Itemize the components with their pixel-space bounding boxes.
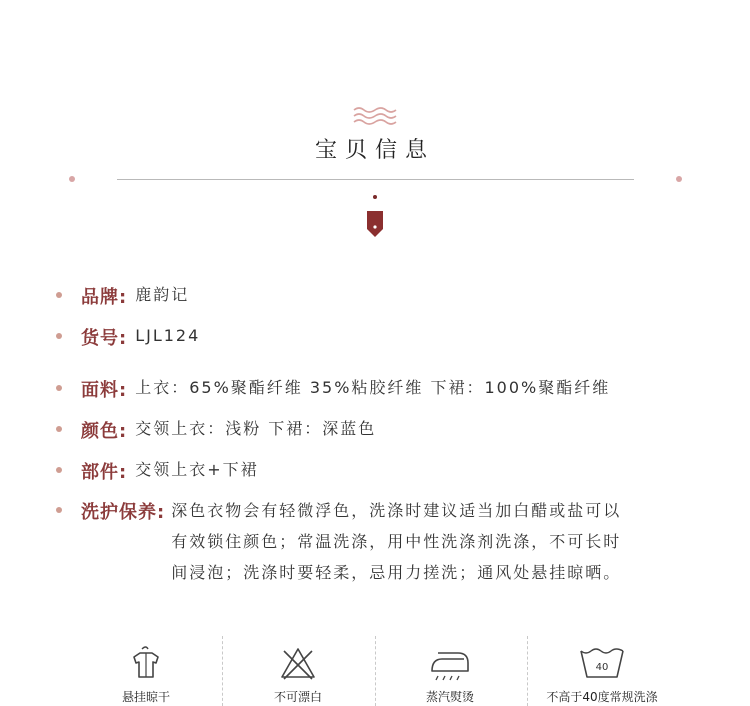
info-row-fabric bbox=[56, 376, 610, 402]
info-row-parts bbox=[56, 458, 259, 484]
wave-ornament-icon bbox=[353, 106, 397, 126]
care-icon-label: 悬挂晾干 bbox=[121, 690, 170, 704]
care-text bbox=[171, 495, 681, 588]
tag-ornament-icon bbox=[367, 211, 383, 237]
divider-line bbox=[117, 179, 634, 180]
care-icon-item bbox=[72, 636, 220, 706]
bullet-dot bbox=[56, 507, 62, 513]
divider-small-dot bbox=[373, 195, 377, 199]
care-icon-item bbox=[528, 636, 676, 706]
wash-temp-label: 40 bbox=[595, 662, 609, 673]
sku-value: LJL124 bbox=[135, 326, 201, 345]
brand-label: 品牌: bbox=[81, 287, 128, 308]
care-label: 洗护保养: bbox=[81, 502, 166, 523]
bullet-dot bbox=[56, 292, 62, 298]
section-title: 宝贝信息 bbox=[314, 138, 435, 163]
bullet-dot bbox=[56, 333, 62, 339]
info-row-brand bbox=[56, 283, 189, 309]
wash-40-icon bbox=[578, 643, 626, 683]
info-row-sku bbox=[56, 324, 200, 350]
care-icon-item bbox=[224, 636, 372, 706]
info-row-care bbox=[56, 498, 681, 588]
care-line: 间浸泡；洗涤时要轻柔，忌用力搓洗；通风处悬挂晾晒。 bbox=[171, 563, 622, 582]
care-icon-label: 不可漂白 bbox=[273, 690, 322, 704]
fabric-value: 上衣：65%聚酯纤维 35%粘胶纤维 下裙：100%聚酯纤维 bbox=[135, 378, 611, 397]
bullet-dot bbox=[56, 385, 62, 391]
divider-dot-right bbox=[676, 176, 682, 182]
color-label: 颜色: bbox=[81, 421, 128, 442]
parts-label: 部件: bbox=[81, 462, 128, 483]
fabric-label: 面料: bbox=[81, 380, 128, 401]
hanging-dry-icon bbox=[126, 643, 166, 683]
bullet-dot bbox=[56, 426, 62, 432]
brand-value: 鹿韵记 bbox=[135, 285, 190, 304]
care-icon-label: 不高于40度常规洗涤 bbox=[546, 690, 658, 704]
care-line: 有效锁住颜色；常温洗涤，用中性洗涤剂洗涤，不可长时 bbox=[171, 532, 622, 551]
care-icon-item bbox=[376, 636, 524, 706]
divider-dot-left bbox=[69, 176, 75, 182]
sku-label: 货号: bbox=[81, 328, 128, 349]
care-icons-row bbox=[84, 636, 684, 706]
care-icon-label: 蒸汽熨烫 bbox=[425, 690, 474, 704]
info-row-color bbox=[56, 417, 376, 443]
steam-iron-icon bbox=[428, 643, 472, 683]
care-line: 深色衣物会有轻微浮色，洗涤时建议适当加白醋或盐可以 bbox=[171, 501, 622, 520]
icon-separator bbox=[222, 636, 223, 706]
no-bleach-icon bbox=[278, 643, 318, 683]
parts-value: 交领上衣+下裙 bbox=[135, 460, 259, 479]
bullet-dot bbox=[56, 467, 62, 473]
color-value: 交领上衣：浅粉 下裙：深蓝色 bbox=[135, 419, 377, 438]
